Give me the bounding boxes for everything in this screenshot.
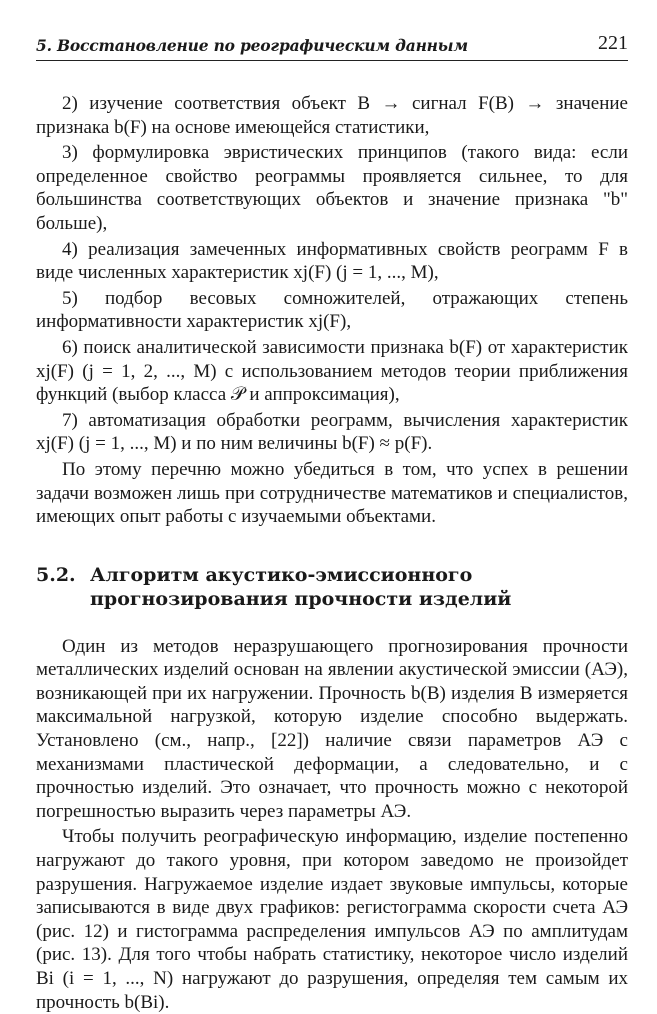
- page-number: 221: [598, 32, 628, 54]
- page-body: [36, 92, 628, 1014]
- body-paragraph: Один из методов неразрушающего прогнозирования прочности металлических изделий основан на явлении акустической эмиссии (АЭ), возникающей при их нагружении. Прочность b(B) изделия B измеряется максимальной нагрузкой, которую изделие способно выдержать. Установлено (см., напр., [22]) наличие связи параметров АЭ с механизмами пластической деформации, а следовательно, и с прочностью изделий. Это означает, что прочность можно с некоторой погрешностью выразить через параметры АЭ.: [36, 635, 628, 822]
- list-item: 3) формулировка эвристических принципов (такого вида: если определенное свойство реограммы проявляется сильнее, то для большинства соответствующих объектов и значение признака "b" больше),: [36, 142, 628, 234]
- conclusion-paragraph: По этому перечню можно убедиться в том, что успех в решении задачи возможен лишь при сотрудничестве математиков и специалистов, имеющих опыт работы с изучаемыми объектами.: [36, 458, 628, 528]
- section-title: Алгоритм акустико-эмиссионного прогнозирования прочности изделий: [90, 563, 512, 610]
- section-number: 5.2.: [36, 563, 76, 586]
- list-item: 7) автоматизация обработки реограмм, вычисления характеристик xj(F) (j = 1, ..., M) и по ним величины b(F) ≈ p(F).: [36, 409, 628, 455]
- body-paragraph: Чтобы получить реографическую информацию, изделие постепенно нагружают до такого уровня, при котором заведомо не произойдет разрушения. Нагружаемое изделие издает звуковые импульсы, которые записываются в виде двух графиков: регистограмма скорости счета АЭ (рис. 12) и гистограмма распределения импульсов АЭ по амплитудам (рис. 13). Для того чтобы набрать статистику, некоторое число изделий Bi (i = 1, ..., N) нагружают до разрушения, определяя тем самым их прочность b(Bi).: [36, 826, 628, 1013]
- list-item: 4) реализация замеченных информативных свойств реограмм F в виде численных характеристик xj(F) (j = 1, ..., M),: [36, 238, 628, 284]
- list-item: 5) подбор весовых сомножителей, отражающих степень информативности характеристик xj(F),: [36, 287, 628, 333]
- section-heading: [36, 563, 628, 611]
- running-header: [36, 30, 628, 61]
- list-item: 2) изучение соответствия объект B → сигнал F(B) → значение признака b(F) на основе имеющейся статистики,: [36, 93, 628, 138]
- list-item: 6) поиск аналитической зависимости признака b(F) от характеристик xj(F) (j = 1, 2, ..., M) с использованием методов теории приближения функций (выбор класса 𝒫 и аппроксимация),: [36, 336, 628, 406]
- running-title: 5. Восстановление по реографическим данным: [36, 36, 468, 55]
